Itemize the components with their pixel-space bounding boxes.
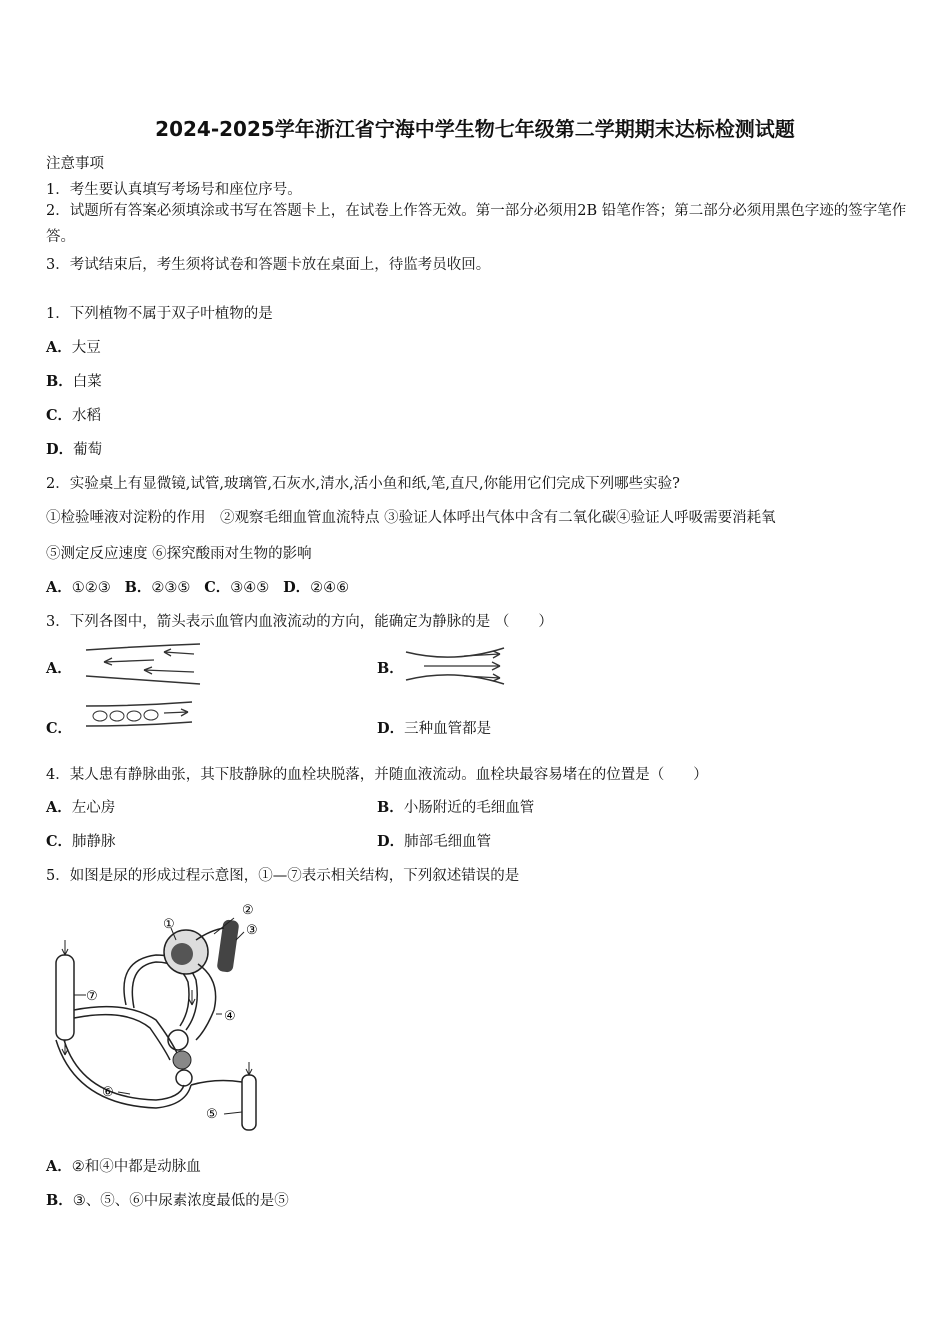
vessel-diagram-a — [84, 642, 204, 686]
question-stem: 5．如图是尿的形成过程示意图，①—⑦表示相关结构，下列叙述错误的是 — [46, 868, 520, 884]
option[interactable]: B．白菜 — [46, 373, 102, 390]
figure-label: ④ — [224, 1009, 236, 1024]
option[interactable]: B．③、⑤、⑥中尿素浓度最低的是⑤ — [46, 1192, 289, 1209]
option[interactable]: B． — [377, 660, 404, 677]
option[interactable]: A． — [46, 660, 72, 677]
option[interactable]: C．水稻 — [46, 407, 102, 424]
option[interactable]: C．③④⑤ — [204, 579, 270, 596]
notice-item: 2．试题所有答案必须填涂或书写在答题卡上，在试卷上作答无效。第一部分必须用2B 铅笔作答；第二部分必须用黑色字迹的签字笔作答。 — [46, 203, 907, 245]
option[interactable]: A．①②③ — [46, 579, 111, 596]
option[interactable]: C． — [46, 720, 73, 737]
page-title: 2024-2025学年浙江省宁海中学生物七年级第二学期期末达标检测试题 — [155, 117, 795, 141]
option[interactable]: B．小肠附近的毛细血管 — [377, 799, 535, 816]
option[interactable]: D．②④⑥ — [283, 579, 350, 596]
figure-label: ⑤ — [206, 1107, 218, 1122]
notice-heading: 注意事项 — [46, 156, 104, 172]
figure-label: ⑥ — [102, 1085, 114, 1100]
option-row — [46, 576, 349, 597]
question-stem: 1．下列植物不属于双子叶植物的是 — [46, 306, 273, 322]
figure-label: ② — [242, 903, 254, 918]
vessel-diagram-b — [404, 644, 508, 688]
option[interactable]: A．左心房 — [46, 799, 116, 816]
vessel-diagram-c — [84, 700, 196, 730]
option[interactable]: A．②和④中都是动脉血 — [46, 1158, 201, 1175]
notice-item: 1．考生要认真填写考场号和座位序号。 — [46, 182, 302, 198]
figure-label: ⑦ — [86, 989, 98, 1004]
question-stem: 4．某人患有静脉曲张，其下肢静脉的血栓块脱落，并随血液流动。血栓块最容易堵在的位置是（ ） — [46, 767, 708, 783]
option[interactable]: B．②③⑤ — [124, 579, 191, 596]
question-stem: 3．下列各图中，箭头表示血管内血液流动的方向，能确定为静脉的是 （ ） — [46, 614, 553, 630]
question-list: ⑤测定反应速度 ⑥探究酸雨对生物的影响 — [46, 546, 312, 562]
option[interactable]: A．大豆 — [46, 339, 101, 356]
question-list: ①检验唾液对淀粉的作用 ②观察毛细血管血流特点 ③验证人体呼出气体中含有二氧化碳④验证人呼吸需要消耗氧 — [46, 510, 776, 526]
figure-label: ③ — [246, 923, 258, 938]
notice-item: 3．考试结束后，考生须将试卷和答题卡放在桌面上，待监考员收回。 — [46, 257, 491, 273]
option[interactable]: D．葡萄 — [46, 441, 103, 458]
option[interactable]: C．肺静脉 — [46, 833, 116, 850]
figure-label: ① — [163, 917, 175, 932]
nephron-diagram — [46, 900, 276, 1135]
option[interactable]: D．三种血管都是 — [377, 720, 492, 737]
question-stem: 2．实验桌上有显微镜,试管,玻璃管,石灰水,清水,活小鱼和纸,笔,直尺,你能用它们完成下列哪些实验? — [46, 476, 680, 492]
option[interactable]: D．肺部毛细血管 — [377, 833, 492, 850]
